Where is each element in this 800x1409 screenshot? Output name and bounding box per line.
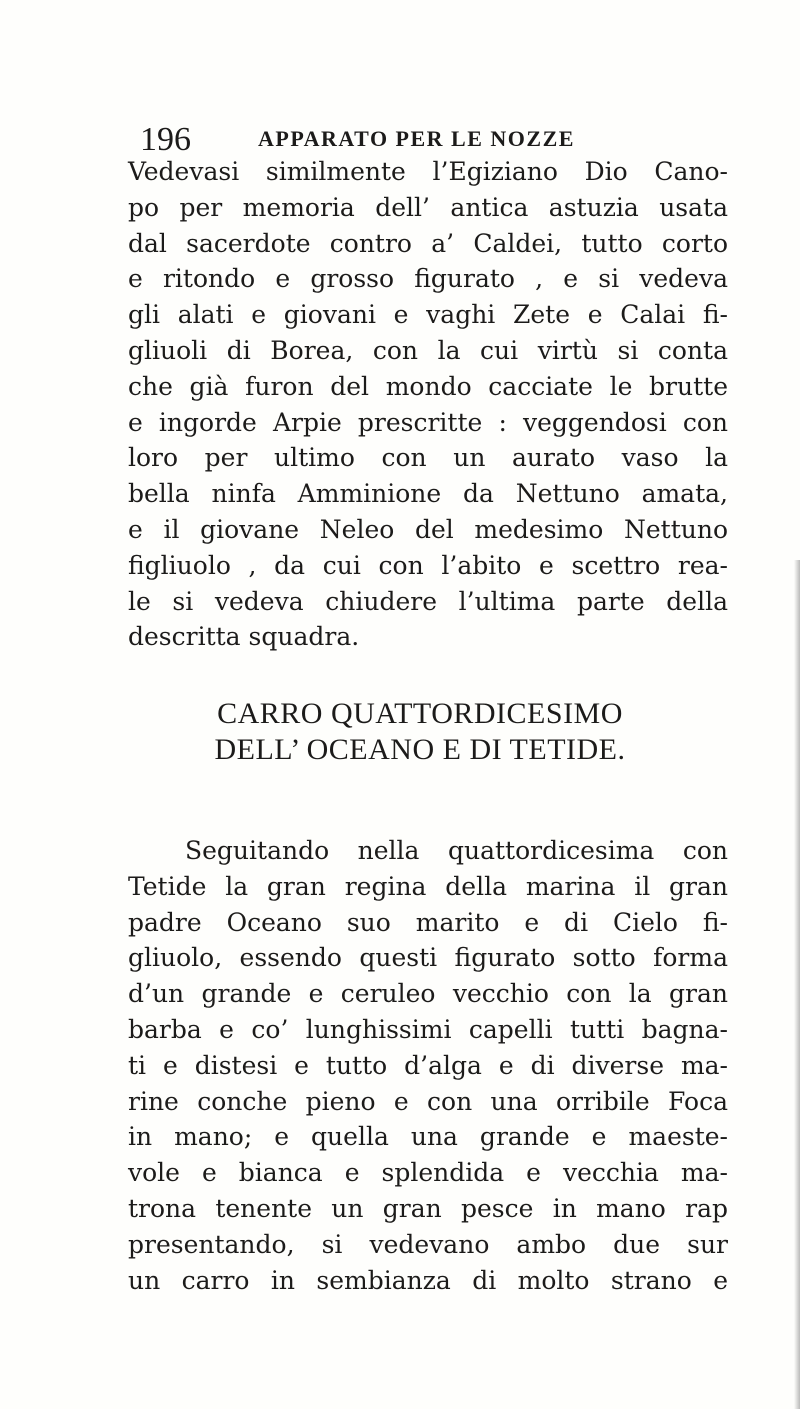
text-line: barba e co’ lunghissimi capelli tutti bagna- xyxy=(128,1014,728,1044)
text-line: presentando, si vedevano ambo due sur xyxy=(128,1229,728,1259)
section-title-line-2: DELL’ OCEANO E DI TETIDE. xyxy=(214,733,626,766)
text-line: loro per ultimo con un aurato vaso la xyxy=(128,443,728,473)
text-line: Tetide la gran regina della marina il gran xyxy=(128,871,728,901)
text-line: descritta squadra. xyxy=(128,622,360,652)
text-line: Vedevasi similmente l’Egiziano Dio Cano- xyxy=(128,157,728,186)
text-line: padre Oceano suo marito e di Cielo fi- xyxy=(128,907,728,937)
paragraph-carro-tredicesimo-end xyxy=(128,154,728,655)
text-line: trona tenente un gran pesce in mano rap xyxy=(128,1193,728,1223)
page-number: 196 xyxy=(140,121,191,158)
text-line: bella ninfa Amminione da Nettuno amata, xyxy=(128,479,728,509)
text-line: ti e distesi e tutto d’alga e di diverse ma- xyxy=(128,1050,728,1080)
text-line: e il giovane Neleo del medesimo Nettuno xyxy=(128,514,728,544)
text-line: rine conche pieno e con una orribile Foca xyxy=(128,1086,728,1116)
text-line: gli alati e giovani e vaghi Zete e Calai fi- xyxy=(128,300,728,330)
text-line: po per memoria dell’ antica astuzia usata xyxy=(128,192,728,222)
text-line: gliuolo, essendo questi figurato sotto forma xyxy=(128,943,728,973)
section-title-line-1: CARRO QUATTORDICESIMO xyxy=(217,697,623,730)
text-line: gliuoli di Borea, con la cui virtù si conta xyxy=(128,335,728,365)
paragraph-carro-quattordicesimo xyxy=(128,833,728,1298)
text-line: Seguitando nella quattordicesima con xyxy=(185,836,728,865)
text-line: d’un grande e ceruleo vecchio con la gran xyxy=(128,979,728,1009)
text-line: che già furon del mondo cacciate le brutte xyxy=(128,371,728,401)
text-line: e ritondo e grosso figurato , e si vedeva xyxy=(128,264,728,294)
text-line: figliuolo , da cui con l’abito e scettro rea- xyxy=(128,550,728,580)
text-line: un carro in sembianza di molto strano e xyxy=(128,1265,728,1295)
text-line: le si vedeva chiudere l’ultima parte della xyxy=(128,586,728,616)
text-line: e ingorde Arpie prescritte : veggendosi con xyxy=(128,407,728,437)
page-edge-shadow xyxy=(794,560,800,1409)
running-title: APPARATO PER LE NOZZE xyxy=(258,126,575,151)
text-line: dal sacerdote contro a’ Caldei, tutto corto xyxy=(128,228,728,258)
text-line: vole e bianca e splendida e vecchia ma- xyxy=(128,1158,728,1188)
text-line: in mano; e quella una grande e maeste- xyxy=(128,1122,728,1152)
